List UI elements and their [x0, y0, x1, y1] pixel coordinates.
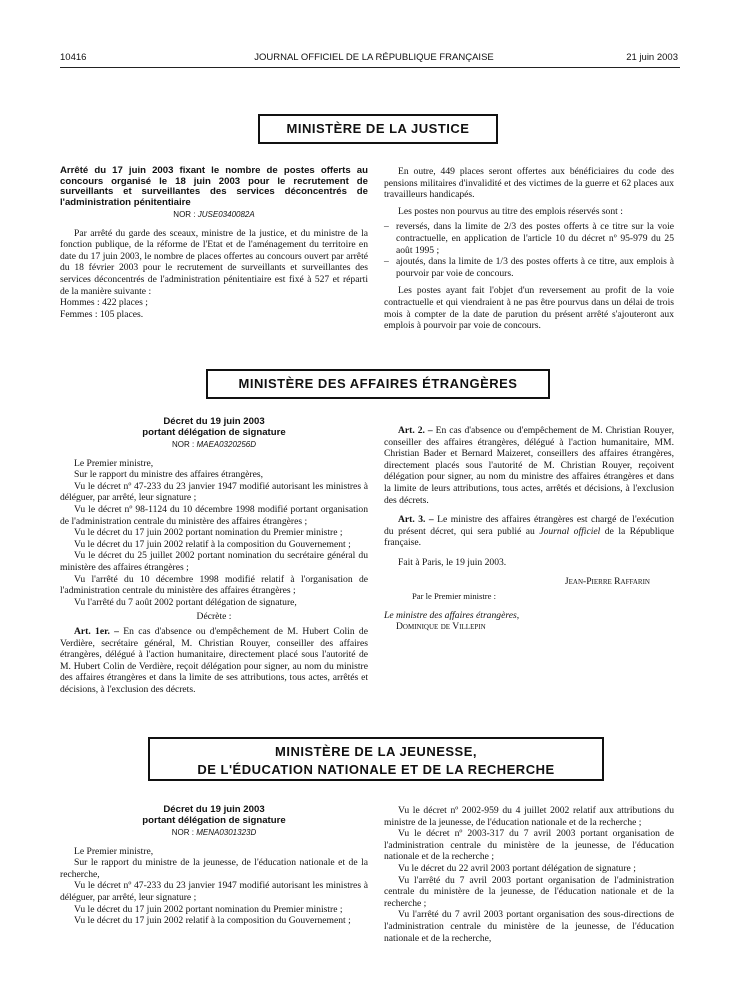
- visa-line: Vu le décret du 17 juin 2002 relatif à la composition du Gouvernement ;: [74, 915, 351, 927]
- etrangeres-decret-subtitle: portant délégation de signature: [142, 426, 286, 438]
- visa-line: Vu le décret nº 2002-959 du 4 juillet 2002 relatif aux attributions du ministre de la jeunesse, de l'éducation nationale et de la recherche ;: [384, 805, 674, 828]
- justice-paragraph: Par arrêté du garde des sceaux, ministre de la justice, et du ministre de la fonction publique, de la réforme de l'Etat et de l'aménagement du territoire en date du 17 juin 2003, le nombre de places offertes au concours ouvert par arrêté du 18 février 2003 pour le recrutement de surveillants et surveillantes des services déconcentrés de l'administration pénitentiaire est fixé à 527 et réparti de la manière suivante :: [60, 227, 368, 297]
- visa-line: Sur le rapport du ministre de la jeunesse, de l'éducation nationale et de la recherche,: [60, 857, 368, 880]
- justice-arrete-title: Arrêté du 17 juin 2003 fixant le nombre de postes offerts au concours organisé le 18 juin 2003 pour le recrutement de surveillants et surveillantes des services déconcentrés de l'administration pénitentiaire: [60, 165, 368, 208]
- nor-label: NOR :: [173, 210, 196, 219]
- ministry-justice-heading: MINISTÈRE DE LA JUSTICE: [258, 114, 498, 144]
- visa-line: Vu le décret du 22 avril 2003 portant délégation de signature ;: [398, 862, 636, 874]
- article-text: Le ministre des affaires étrangères est chargé de l'exécution du présent décret, qui sera publié au: [384, 514, 674, 537]
- visa-line: Vu le décret du 25 juillet 2002 portant nomination du secrétaire général du ministère des affaires étrangères ;: [60, 550, 368, 573]
- visa-line: Vu le décret du 17 juin 2002 portant nomination du Premier ministre ;: [74, 903, 343, 915]
- fait-a-paris: Fait à Paris, le 19 juin 2003.: [398, 556, 507, 568]
- visa-line: Vu l'arrêté du 7 avril 2003 portant organisation de l'administration centrale du ministère de la jeunesse, de l'éducation nationale et de la recherche ;: [384, 874, 674, 909]
- article-2: [384, 425, 674, 506]
- issue-date: 21 juin 2003: [626, 52, 678, 63]
- justice-paragraph: Les postes ayant fait l'objet d'un reversement au profit de la voie contractuelle et qui viendraient à ne pas être pourvus dans un délai de trois mois à compter de la date de parution du présent arrêté s'ajouteront aux emplois à pourvoir par voie de concours.: [384, 285, 674, 332]
- visa-line: Vu le décret du 17 juin 2002 portant nomination du Premier ministre ;: [74, 527, 343, 539]
- etrangeres-left-column: [60, 417, 368, 695]
- signatory-premier-ministre: Jean-Pierre Raffarin: [564, 575, 650, 587]
- education-nor: [60, 827, 368, 839]
- visa-line: Vu le décret du 17 juin 2002 relatif à la composition du Gouvernement ;: [74, 538, 351, 550]
- visa-line: Le Premier ministre,: [74, 457, 154, 469]
- justice-paragraph: En outre, 449 places seront offertes aux bénéficiaires du code des pensions militaires d'invalidité et des victimes de la guerre et 62 places aux travailleurs handicapés.: [384, 166, 674, 201]
- visa-line: Le Premier ministre,: [74, 845, 154, 857]
- article-label: Art. 1er. –: [74, 625, 119, 637]
- par-le-premier-ministre: Par le Premier ministre :: [412, 591, 497, 602]
- etrangeres-right-column: [384, 417, 674, 633]
- nor-code: MENA0301323D: [196, 828, 257, 837]
- article-1-start: [60, 626, 368, 696]
- ministry-education-line1: MINISTÈRE DE LA JEUNESSE,: [275, 744, 477, 759]
- page-number: 10416: [60, 52, 87, 63]
- dash-text: reversés, dans la limite de 2/3 des postes offerts à ce titre sur la voie contractuelle, en application de l'article 10 du décret nº 95-979 du 25 août 1995 ;: [396, 221, 674, 256]
- visa-line: Sur le rapport du ministre des affaires étrangères,: [74, 469, 263, 481]
- signatory-minister: Dominique de Villepin: [396, 621, 486, 633]
- article-text: En cas d'absence ou d'empêchement de M. Christian Rouyer, conseiller des affaires étrangères, délégué à l'action humanitaire, MM. Christian Bader et Bernard Maizeret, conseillers des affaires étrangères, directement placés sous l'autorité de M. Christian Rouyer, reçoivent délégation pour signer, au nom du ministre des affaires étrangères et dans la limite de leurs attributions, tous actes, arrêtés et décisions, à l'exclusion des décrets.: [384, 425, 674, 506]
- journal-officiel-italic: Journal officiel: [539, 525, 601, 537]
- visa-line: Vu le décret nº 2003-317 du 7 avril 2003 portant organisation de l'administration centrale du ministère de la jeunesse, de l'éducation nationale et de la recherche ;: [384, 828, 674, 863]
- header-rule: [60, 67, 680, 68]
- nor-label: NOR :: [171, 828, 194, 837]
- justice-nor: [60, 209, 368, 221]
- article-label: Art. 3. –: [398, 514, 434, 526]
- justice-paragraph: Les postes non pourvus au titre des emplois réservés sont :: [398, 205, 623, 217]
- article-text: de la République française.: [384, 525, 675, 549]
- justice-hommes: Hommes : 422 places ;: [60, 297, 148, 309]
- visa-line: Vu l'arrêté du 10 décembre 1998 modifié relatif à l'organisation de l'administration centrale du ministère des affaires étrangères ;: [60, 573, 368, 597]
- etrangeres-decret-title: Décret du 19 juin 2003: [163, 416, 265, 427]
- education-decret-title: Décret du 19 juin 2003: [163, 804, 265, 815]
- article-3: [384, 514, 674, 549]
- visa-line: Vu le décret nº 98-1124 du 10 décembre 1998 modifié portant organisation de l'administration centrale du ministère des affaires étrangères ;: [60, 503, 368, 527]
- ministry-foreign-affairs-heading: MINISTÈRE DES AFFAIRES ÉTRANGÈRES: [206, 369, 550, 399]
- ministry-education-heading: [148, 737, 604, 781]
- decrete-label: Décrète :: [196, 611, 232, 623]
- etrangeres-nor: [60, 439, 368, 451]
- article-label: Art. 2. –: [398, 425, 433, 436]
- nor-code: MAEA0320256D: [196, 440, 257, 449]
- ministry-education-line2: DE L'ÉDUCATION NATIONALE ET DE LA RECHERCHE: [197, 762, 555, 777]
- journal-title: JOURNAL OFFICIEL DE LA RÉPUBLIQUE FRANÇAISE: [254, 52, 494, 63]
- nor-label: NOR :: [171, 440, 195, 449]
- justice-right-column: [384, 166, 674, 332]
- justice-femmes: Femmes : 105 places.: [60, 308, 144, 320]
- justice-dash-item: – reversés, dans la limite de 2/3 des postes offerts à ce titre sur la voie contractuelle, en application de l'article 10 du décret nº 95-979 du 25 août 1995 ;: [384, 221, 674, 256]
- visa-line: Vu l'arrêté du 7 août 2002 portant délégation de signature,: [74, 596, 297, 608]
- dash-text: ajoutés, dans la limite de 1/3 des postes offerts à ce titre, aux emplois à pourvoir par voie de concours.: [396, 256, 674, 279]
- article-text: En cas d'absence ou d'empêchement de M. Hubert Colin de Verdière, secrétaire général, M. Christian Rouyer, conseiller des affaires étrangères, délégué à l'action humanitaire, directement placé sous l'autorité de M. Hubert Colin de Verdière, reçoit délégation pour signer, au nom du ministre des affaires étrangères et dans la limite de ses attributions, tous actes, arrêtés et décisions, à l'exclusion des décrets.: [60, 625, 368, 695]
- education-decret-subtitle: portant délégation de signature: [142, 814, 286, 826]
- justice-left-column: [60, 166, 368, 320]
- nor-code: JUSE0340082A: [197, 210, 255, 219]
- justice-dash-item: – ajoutés, dans la limite de 1/3 des postes offerts à ce titre, aux emplois à pourvoir par voie de concours.: [384, 256, 674, 279]
- education-left-column: [60, 805, 368, 927]
- visa-line: Vu l'arrêté du 7 avril 2003 portant organisation des sous-directions de l'administration centrale du ministère de la jeunesse, de l'éducation nationale et de la recherche,: [384, 909, 674, 944]
- signatory-role: Le ministre des affaires étrangères,: [384, 609, 520, 621]
- visa-line: Vu le décret nº 47-233 du 23 janvier 1947 modifié autorisant les ministres à déléguer, par arrêté, leur signature ;: [60, 880, 368, 903]
- visa-line: Vu le décret nº 47-233 du 23 janvier 1947 modifié autorisant les ministres à déléguer, par arrêté, leur signature ;: [60, 480, 368, 504]
- education-right-column: [384, 805, 674, 944]
